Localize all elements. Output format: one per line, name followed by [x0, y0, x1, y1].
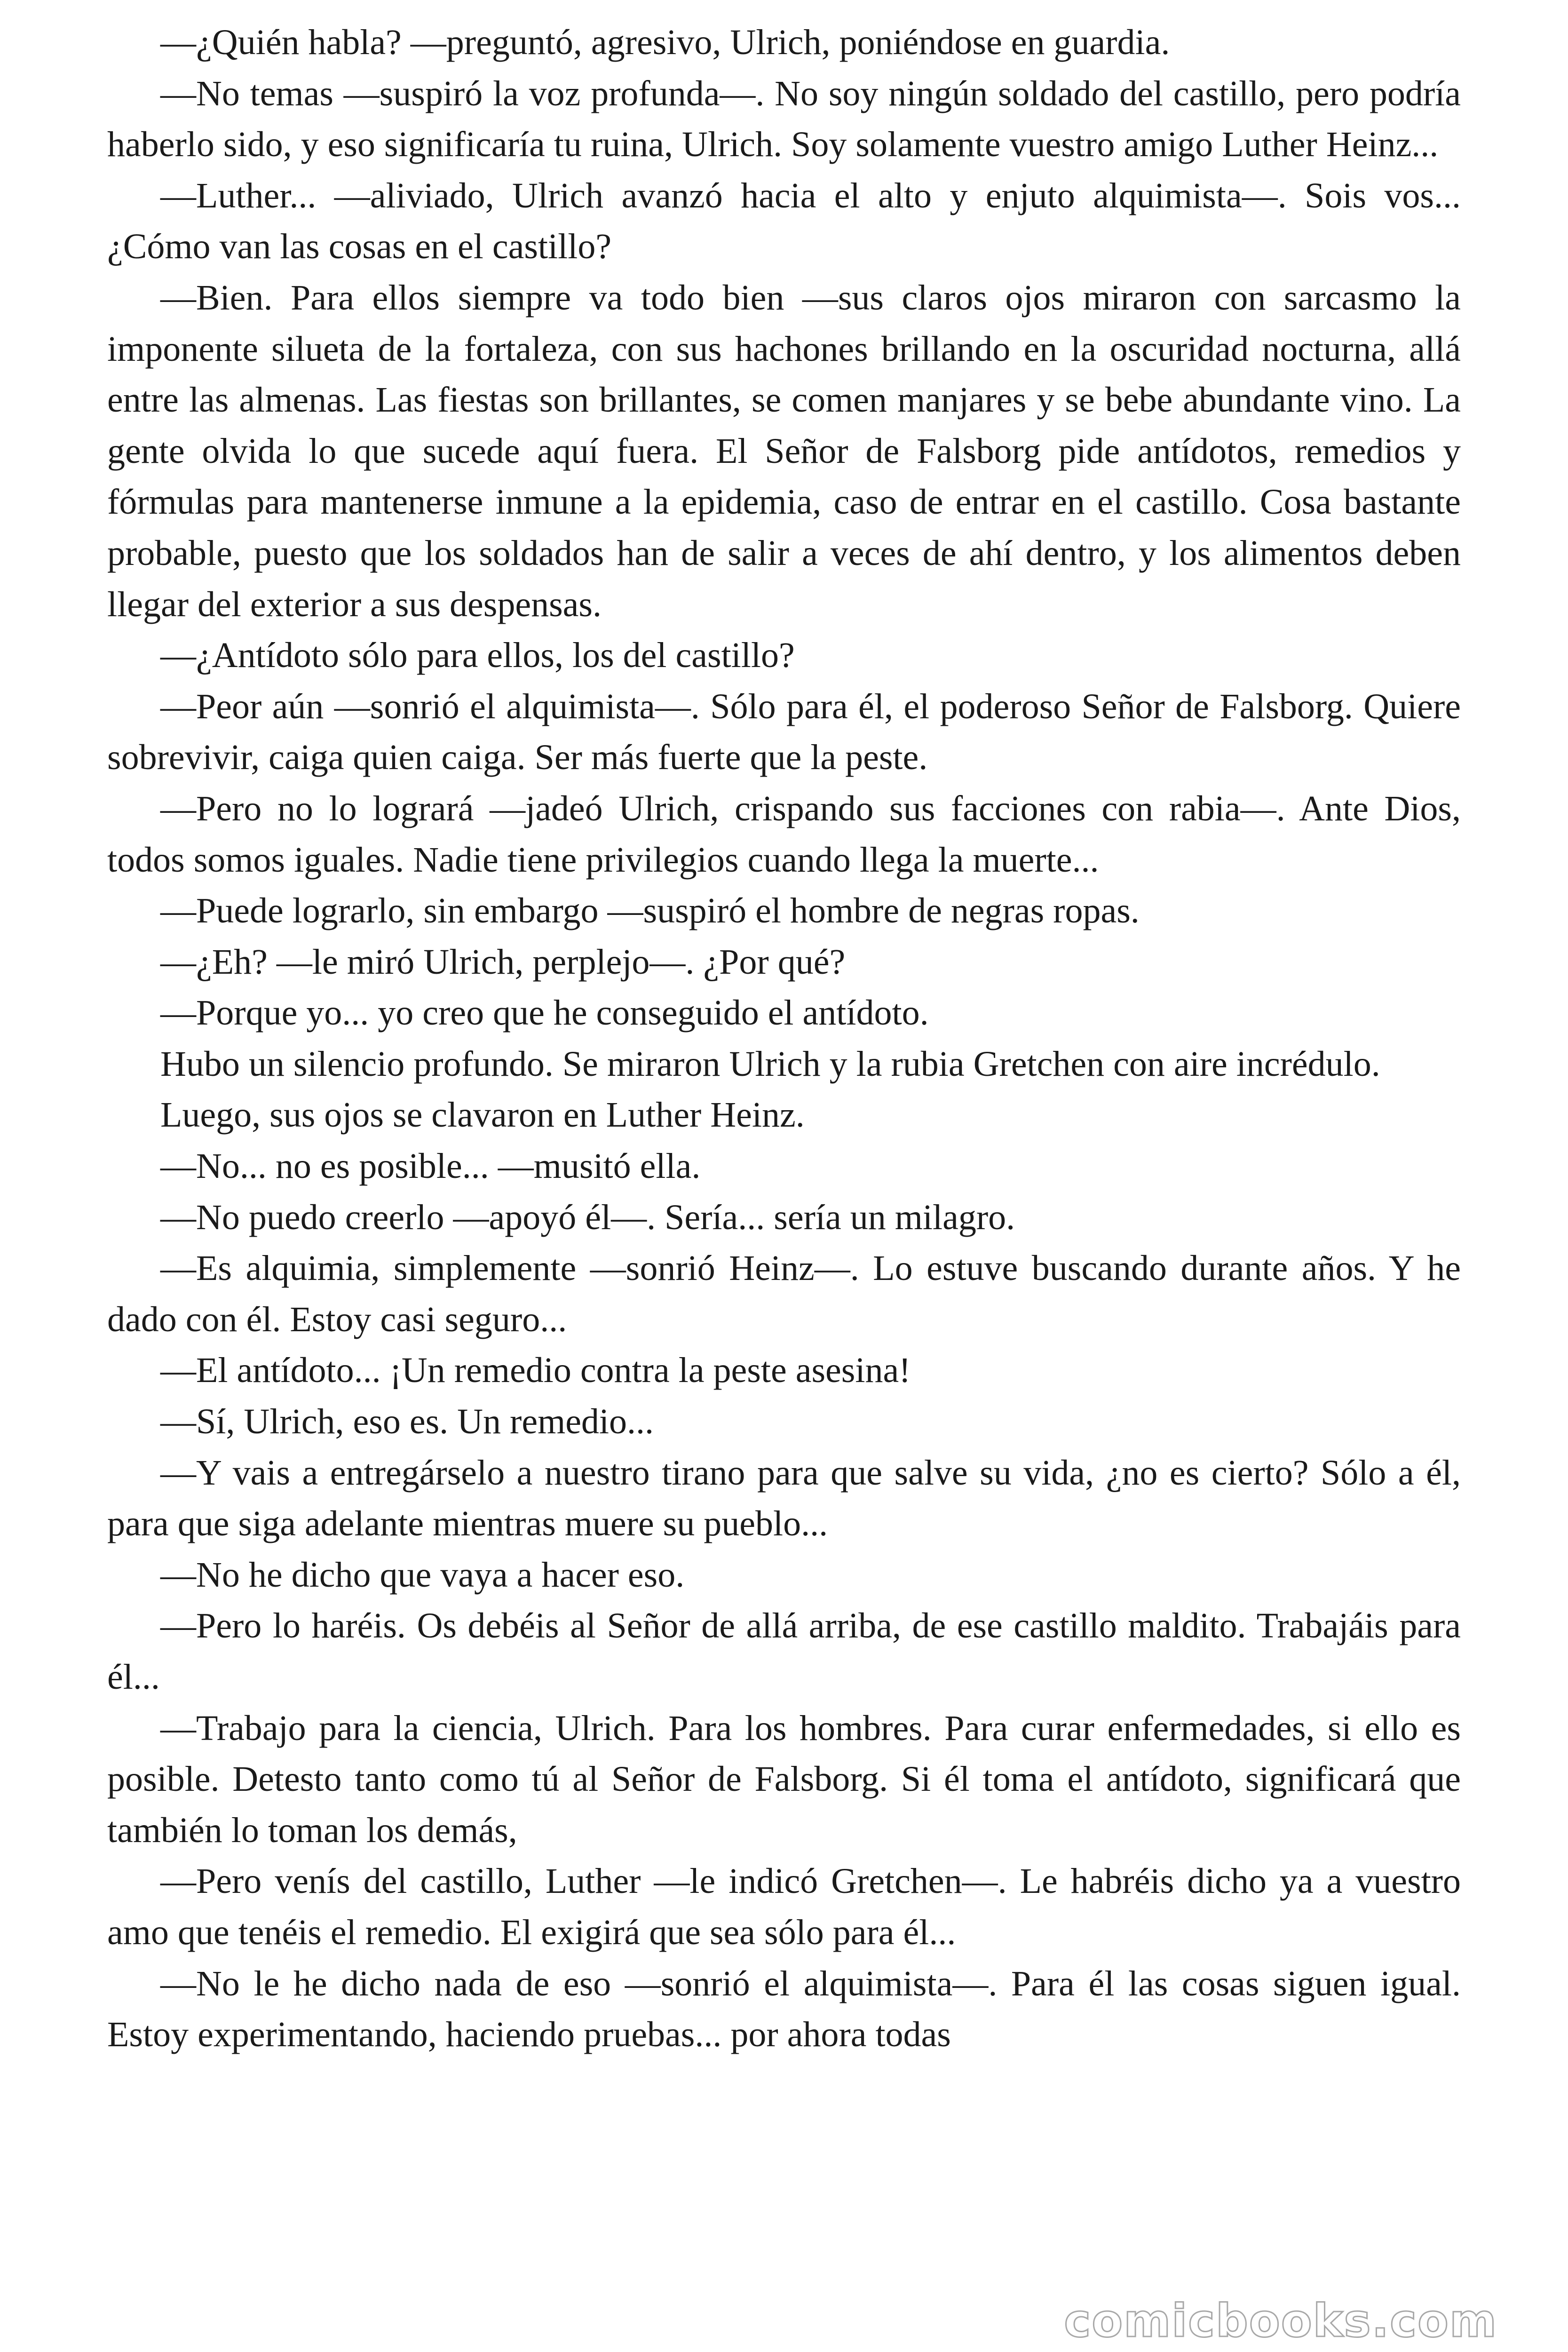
- paragraph: —El antídoto... ¡Un remedio contra la peste asesina!: [160, 1351, 911, 1391]
- watermark: comicbooks.com: [1064, 2295, 1497, 2347]
- paragraph: —No he dicho que vaya a hacer eso.: [160, 1555, 685, 1595]
- paragraph: —¿Antídoto sólo para ellos, los del castillo?: [160, 636, 795, 675]
- paragraph: —¿Quién habla? —preguntó, agresivo, Ulrich, poniéndose en guardia.: [160, 23, 1170, 62]
- paragraph: —No... no es posible... —musitó ella.: [160, 1146, 701, 1186]
- paragraph: —No temas —suspiró la voz profunda—. No soy ningún soldado del castillo, pero podría haberlo sido, y eso significaría tu ruina, Ulrich. Soy solamente vuestro amigo Luther Heinz...: [107, 73, 1461, 165]
- paragraph: —¿Eh? —le miró Ulrich, perplejo—. ¿Por qué?: [160, 942, 846, 982]
- paragraph: —No le he dicho nada de eso —sonrió el alquimista—. Para él las cosas siguen igual. Estoy experimentando, haciendo pruebas... por ahora todas: [107, 1963, 1461, 2055]
- paragraph: —Luther... —aliviado, Ulrich avanzó hacia el alto y enjuto alquimista—. Sois vos... ¿Cómo van las cosas en el castillo?: [107, 175, 1461, 267]
- paragraph: —Pero venís del castillo, Luther —le indicó Gretchen—. Le habréis dicho ya a vuestro amo que tenéis el remedio. El exigirá que sea sólo para él...: [107, 1861, 1461, 1952]
- paragraph: —Puede lograrlo, sin embargo —suspiró el hombre de negras ropas.: [160, 891, 1140, 931]
- paragraph: Luego, sus ojos se clavaron en Luther Heinz.: [160, 1095, 805, 1135]
- paragraph: —Trabajo para la ciencia, Ulrich. Para los hombres. Para curar enfermedades, si ello es posible. Detesto tanto como tú al Señor de Falsborg. Si él toma el antídoto, significará que también lo toman los demás,: [107, 1708, 1461, 1850]
- page-text: [107, 17, 1461, 2060]
- paragraph: —Peor aún —sonrió el alquimista—. Sólo para él, el poderoso Señor de Falsborg. Quiere sobrevivir, caiga quien caiga. Ser más fuerte que la peste.: [107, 686, 1461, 778]
- paragraph: —Sí, Ulrich, eso es. Un remedio...: [160, 1402, 654, 1442]
- paragraph: —No puedo creerlo —apoyó él—. Sería... sería un milagro.: [160, 1197, 1015, 1237]
- paragraph: —Pero no lo logrará —jadeó Ulrich, crispando sus facciones con rabia—. Ante Dios, todos somos iguales. Nadie tiene privilegios cuando llega la muerte...: [107, 788, 1461, 880]
- paragraph: Hubo un silencio profundo. Se miraron Ulrich y la rubia Gretchen con aire incrédulo.: [160, 1044, 1380, 1084]
- paragraph: —Es alquimia, simplemente —sonrió Heinz—. Lo estuve buscando durante años. Y he dado con él. Estoy casi seguro...: [107, 1248, 1461, 1339]
- paragraph: —Bien. Para ellos siempre va todo bien —sus claros ojos miraron con sarcasmo la imponente silueta de la fortaleza, con sus hachones brillando en la oscuridad nocturna, allá entre las almenas. Las fiestas son brillantes, se comen manjares y se bebe abundante vino. La gente olvida lo que sucede aquí fuera. El Señor de Falsborg pide antídotos, remedios y fórmulas para mantenerse inmune a la epidemia, caso de entrar en el castillo. Cosa bastante probable, puesto que los soldados han de salir a veces de ahí dentro, y los alimentos deben llegar del exterior a sus despensas.: [107, 278, 1461, 624]
- paragraph: —Y vais a entregárselo a nuestro tirano para que salve su vida, ¿no es cierto? Sólo a él, para que siga adelante mientras muere su pueblo...: [107, 1453, 1461, 1544]
- paragraph: —Porque yo... yo creo que he conseguido el antídoto.: [160, 993, 929, 1033]
- paragraph: —Pero lo haréis. Os debéis al Señor de allá arriba, de ese castillo maldito. Trabajáis para él...: [107, 1606, 1461, 1697]
